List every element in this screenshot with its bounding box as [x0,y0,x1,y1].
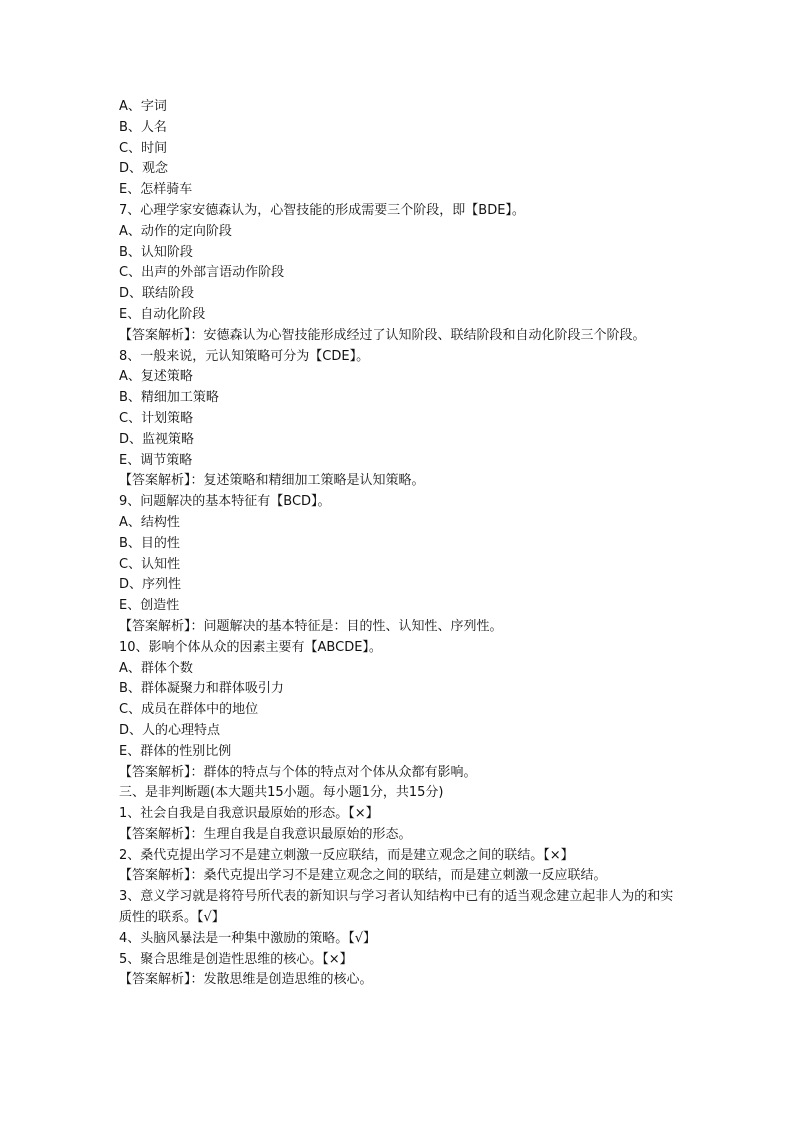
option-line: A、字词 [119,99,167,114]
document-body [119,97,684,991]
option-line: A、动作的定向阶段 [119,223,232,239]
question-8: 8、一般来说，元认知策略可分为【CDE】。 [119,348,370,364]
option-line: A、结构性 [119,514,180,530]
option-line: E、怎样骑车 [119,182,193,198]
option-line: D、联结阶段 [119,286,195,302]
answer-explanation: 【答案解析】：群体的特点与个体的特点对个体从众都有影响。 [119,764,477,780]
option-line: C、时间 [119,140,168,156]
judgment-question-5: 5、聚合思维是创造性思维的核心。【×】 [119,951,353,967]
option-line: B、认知阶段 [119,244,193,260]
option-line: B、精细加工策略 [119,390,219,406]
question-7: 7、心理学家安德森认为，心智技能的形成需要三个阶段，即【BDE】。 [119,202,525,218]
judgment-question-4: 4、头脑风暴法是一种集中激励的策略。【√】 [119,930,377,946]
option-line: D、人的心理特点 [119,722,221,738]
option-line: C、计划策略 [119,410,194,426]
judgment-question-3: 3、意义学习就是将符号所代表的新知识与学习者认知结构中已有的适当观念建立起非人为的和实质性的联系。【√】 [119,889,674,926]
option-line: D、监视策略 [119,431,195,447]
option-line: D、观念 [119,161,169,177]
option-line: E、调节策略 [119,452,193,468]
answer-explanation: 【答案解析】：问题解决的基本特征是：目的性、认知性、序列性。 [119,618,503,634]
option-line: A、群体个数 [119,660,193,676]
option-line: B、人名 [119,119,167,135]
option-line: C、出声的外部言语动作阶段 [119,265,285,281]
question-9: 9、问题解决的基本特征有【BCD】。 [119,494,331,510]
option-line: C、认知性 [119,556,181,572]
answer-explanation: 【答案解析】：安德森认为心智技能形成经过了认知阶段、联结阶段和自动化阶段三个阶段。 [119,327,646,343]
option-line: E、自动化阶段 [119,306,206,322]
answer-explanation: 【答案解析】：发散思维是创造思维的核心。 [119,972,373,988]
option-line: E、创造性 [119,598,180,614]
option-line: E、群体的性别比例 [119,743,232,759]
option-line: B、群体凝聚力和群体吸引力 [119,681,284,697]
option-line: A、复述策略 [119,369,193,385]
answer-explanation: 【答案解析】：复述策略和精细加工策略是认知策略。 [119,473,425,489]
answer-explanation: 【答案解析】：桑代克提出学习不是建立观念之间的联结，而是建立刺激一反应联结。 [119,868,607,884]
answer-explanation: 【答案解析】：生理自我是自我意识最原始的形态。 [119,826,412,842]
option-line: C、成员在群体中的地位 [119,702,259,718]
judgment-question-2: 2、桑代克提出学习不是建立刺激一反应联结，而是建立观念之间的联结。【×】 [119,847,574,863]
option-line: B、目的性 [119,535,180,551]
judgment-question-1: 1、社会自我是自我意识最原始的形态。【×】 [119,806,379,822]
option-line: D、序列性 [119,577,182,593]
question-10: 10、影响个体从众的因素主要有【ABCDE】。 [119,639,382,655]
section-heading: 三、是非判断题(本大题共15小题。每小题1分，共15分) [119,785,444,801]
